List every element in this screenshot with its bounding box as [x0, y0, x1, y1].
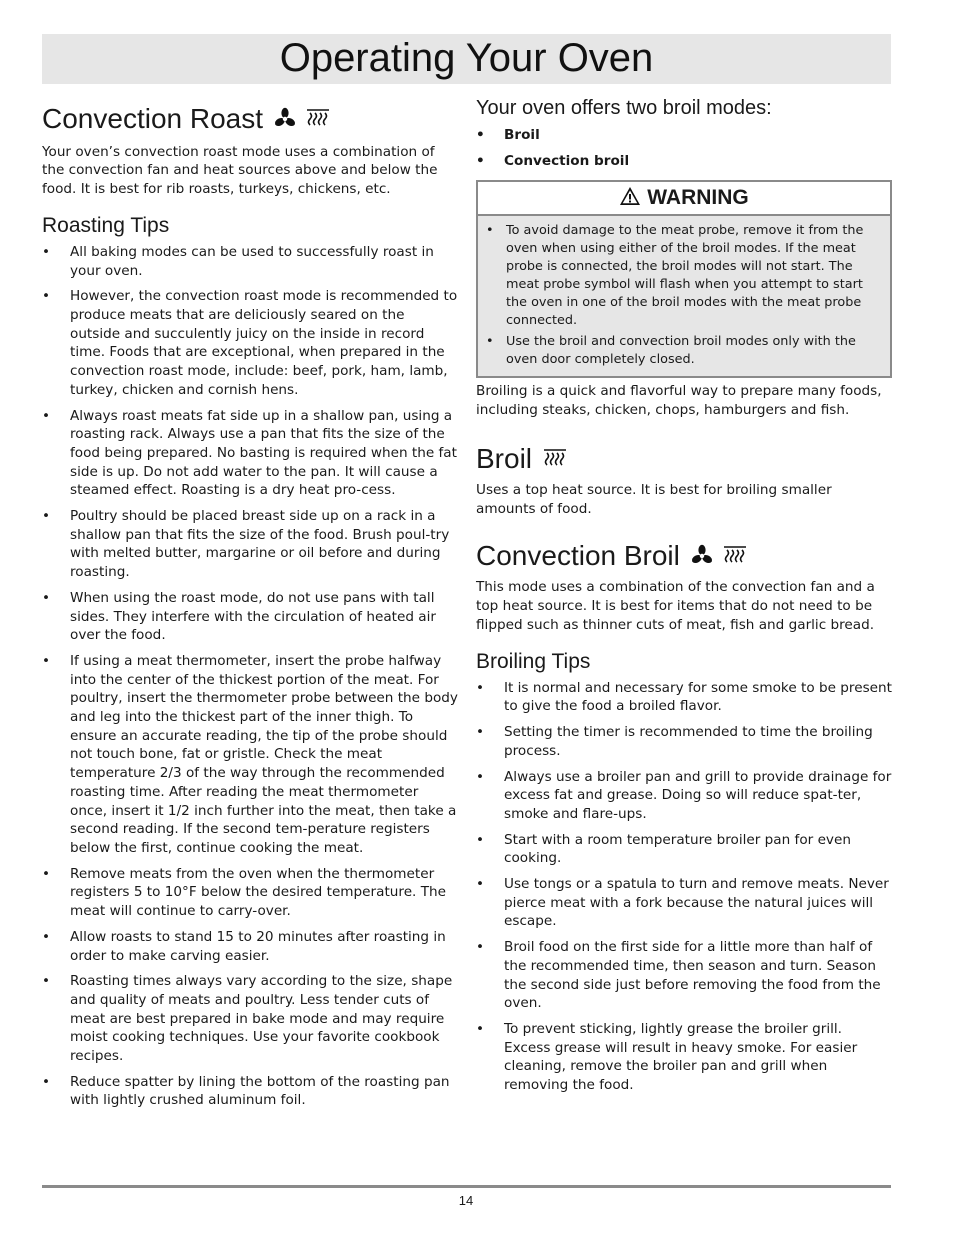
- convection-roast-heading: [42, 102, 458, 136]
- heat-waves-icon: [542, 447, 568, 471]
- convection-broil-heading: [476, 539, 892, 573]
- roasting-tips-list: [42, 243, 458, 1110]
- convection-roast-heading-text: Convection Roast: [42, 103, 264, 134]
- list-item: • Setting the timer is recommended to time the broiling process.: [476, 723, 892, 760]
- list-item: • Convection broil: [476, 152, 892, 171]
- list-item: • Reduce spatter by lining the bottom of the roasting pan with lightly crushed aluminum foil.: [42, 1073, 458, 1110]
- list-item: • Remove meats from the oven when the thermometer registers 5 to 10°F below the desired temperature. The meat will continue to carry-over.: [42, 865, 458, 921]
- list-item: • Roasting times always vary according to the size, shape and quality of meats and poultry. Less tender cuts of meat are best prepared in bake mode and may require moist cooking techniques. Use your favorite cookbook recipes.: [42, 972, 458, 1066]
- broiling-tips-heading: Broiling Tips: [476, 649, 591, 673]
- list-item: • Always roast meats fat side up in a shallow pan, using a roasting rack. Always use a pan that fits the size of the food being prepared. No basting is required when the fat side is up. Do not add water to the pan. It will cause a steamed effect. Roasting is a dry heat pro-cess.: [42, 407, 458, 501]
- list-item: • Allow roasts to stand 15 to 20 minutes after roasting in order to make carving easier.: [42, 928, 458, 965]
- broiling-intro: Broiling is a quick and flavorful way to prepare many foods, including steaks, chicken, chops, hamburgers and fish.: [476, 383, 882, 419]
- page-number: 14: [458, 1193, 474, 1208]
- warning-box: [476, 180, 892, 378]
- list-item: • Use tongs or a spatula to turn and remove meats. Never pierce meat with a fork because the natural juices will escape.: [476, 875, 892, 931]
- list-item: • Start with a room temperature broiler pan for even cooking.: [476, 831, 892, 868]
- roasting-tips-heading: Roasting Tips: [42, 213, 170, 237]
- warning-list: [478, 216, 890, 376]
- list-item: • Always use a broiler pan and grill to provide drainage for excess fat and grease. Doing so will reduce spat-ter, smoke and flare-ups.: [476, 768, 892, 824]
- list-item: • If using a meat thermometer, insert the probe halfway into the center of the thickest portion of the meat. For poultry, insert the thermometer probe between the body and leg into the thickest part of the inner thigh. To ensure an accurate reading, the tip of the probe should not touch bone, fat or gristle. Check the meat temperature 2/3 of the way through the recommended roasting time. After reading the meat thermometer once, insert it 1/2 inch further into the meat, then take a second reading. If the second tem-perature registers below the first, continue cooking the meat.: [42, 652, 458, 858]
- broil-modes-heading: Your oven offers two broil modes:: [476, 97, 772, 119]
- fan-icon: [273, 107, 297, 131]
- list-item: • Broil: [476, 126, 892, 145]
- warning-header: [478, 182, 890, 216]
- heat-waves-icon: [722, 544, 748, 568]
- list-item: • However, the convection roast mode is recommended to produce meats that are deliciously seared on the outside and succulently juicy on the inside in record time. Foods that are exceptional, when prepared in the convection roast mode, include: beef, pork, ham, lamb, turkey, chicken and cornish hens.: [42, 287, 458, 399]
- broil-text: Uses a top heat source. It is best for broiling smaller amounts of food.: [476, 482, 832, 518]
- warning-label: WARNING: [647, 186, 749, 210]
- convection-roast-intro: Your oven’s convection roast mode uses a combination of the convection fan and heat sources above and below the food. It is best for rib roasts, turkeys, chickens, etc.: [42, 143, 438, 197]
- list-item: • Use the broil and convection broil modes only with the oven door completely closed.: [486, 333, 882, 369]
- page-title-bar: [42, 34, 891, 84]
- broil-heading-text: Broil: [476, 442, 533, 474]
- list-item: • When using the roast mode, do not use pans with tall sides. They interfere with the circulation of heated air over the food.: [42, 589, 458, 645]
- convection-broil-text: This mode uses a combination of the convection fan and a top heat source. It is best for items that do not need to be flipped such as thinner cuts of meat, fish and garlic bread.: [476, 579, 875, 633]
- list-item: • It is normal and necessary for some smoke to be present to give the food a broiled flavor.: [476, 679, 892, 716]
- list-item: • Poultry should be placed breast side up on a rack in a shallow pan that fits the size of the food. Brush poul-try with melted butter, margarine or oil before and during roasting.: [42, 507, 458, 582]
- broil-heading: [476, 442, 892, 476]
- list-item: • To prevent sticking, lightly grease the broiler grill. Excess grease will result in heavy smoke. For easier cleaning, remove the broiler pan and grill when removing the food.: [476, 1020, 892, 1095]
- broiling-tips-list: [476, 679, 892, 1095]
- heat-waves-icon: [305, 107, 331, 131]
- list-item: • All baking modes can be used to successfully roast in your oven.: [42, 243, 458, 280]
- right-column: [476, 96, 892, 1095]
- warning-triangle-icon: [619, 186, 641, 210]
- convection-broil-heading-text: Convection Broil: [476, 539, 680, 571]
- list-item: • Broil food on the first side for a little more than half of the recommended time, then season and turn. Season the second side just before removing the food from the oven.: [476, 938, 892, 1013]
- footer-divider: [42, 1185, 891, 1188]
- left-column: [42, 96, 458, 1110]
- list-item: • To avoid damage to the meat probe, remove it from the oven when using either of the broil modes. If the meat probe is connected, the broil modes will not start. The meat probe symbol will flash when you attempt to start the oven in one of the broil modes with the meat probe connected.: [486, 222, 882, 330]
- page-title: Operating Your Oven: [279, 36, 654, 80]
- fan-icon: [690, 544, 714, 568]
- broil-modes-list: [476, 126, 892, 170]
